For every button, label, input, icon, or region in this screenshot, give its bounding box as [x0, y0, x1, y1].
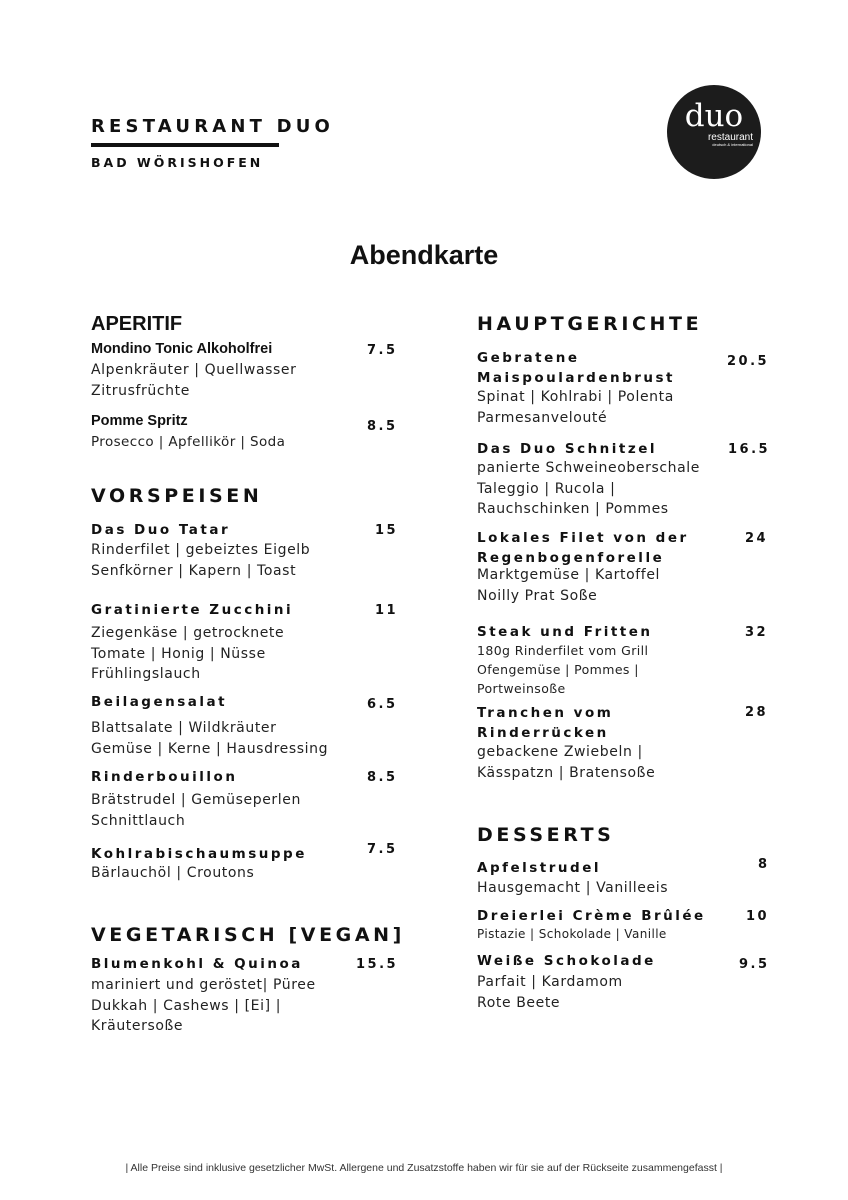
section-title-aperitif: APERITIF — [91, 313, 183, 335]
menu-item-description: Marktgemüse | Kartoffel Noilly Prat Soße — [477, 567, 661, 604]
menu-item-description: gebackene Zwiebeln | Kässpatzn | Bratensoße — [477, 744, 656, 781]
menu-item-description: Rinderfilet | gebeiztes Eigelb Senfkörner | Kapern | Toast — [91, 542, 311, 579]
menu-item-price: 6.5 — [367, 697, 398, 712]
menu-item-description: mariniert und geröstet| Püree Dukkah | Cashews | [Ei] | Kräutersoße — [91, 977, 316, 1034]
menu-item-description: Alpenkräuter | Quellwasser Zitrusfrüchte — [91, 362, 297, 399]
logo-subtitle: restaurant — [707, 132, 753, 143]
logo-tagline: deutsch & international — [712, 142, 753, 147]
menu-item-price: 11 — [375, 603, 399, 618]
section-title-hauptgerichte: HAUPTGERICHTE — [477, 313, 703, 335]
menu-item-price: 10 — [746, 909, 770, 924]
footer-note: | Alle Preise sind inklusive gesetzlicher MwSt. Allergene und Zusatzstoffe haben wir für sie auf der Rückseite zusammengefasst | — [125, 1162, 723, 1174]
menu-item-name: Das Duo Schnitzel — [477, 441, 658, 457]
restaurant-location: BAD WÖRISHOFEN — [91, 155, 264, 170]
menu-item-price: 16.5 — [728, 442, 771, 457]
menu-item-description: Prosecco | Apfellikör | Soda — [91, 434, 286, 450]
menu-item-description: Blattsalate | Wildkräuter Gemüse | Kerne | Hausdressing — [91, 720, 329, 757]
menu-item-name: Tranchen vom Rinderrücken — [477, 705, 614, 741]
menu-item-name: Dreierlei Crème Brûlée — [477, 908, 706, 924]
restaurant-name: RESTAURANT DUO — [91, 116, 335, 137]
menu-item-description: 180g Rinderfilet vom Grill Ofengemüse | Pommes | Portweinsoße — [477, 643, 649, 696]
menu-item-name: Weiße Schokolade — [477, 953, 656, 969]
menu-item-price: 15 — [375, 523, 399, 538]
menu-item-name: Gratinierte Zucchini — [91, 602, 294, 618]
menu-item-description: panierte Schweineoberschale Taleggio | Rucola | Rauchschinken | Pommes — [477, 460, 701, 517]
page-title: Abendkarte — [349, 240, 499, 270]
menu-item-price: 8.5 — [367, 770, 398, 785]
menu-item-description: Parfait | Kardamom Rote Beete — [477, 974, 623, 1011]
menu-item-description: Bärlauchöl | Croutons — [91, 865, 255, 881]
menu-item-name: Pomme Spritz — [91, 413, 188, 429]
menu-item-name: Apfelstrudel — [477, 860, 601, 876]
menu-item-name: Gebratene Maispoulardenbrust — [477, 350, 676, 386]
menu-item-price: 7.5 — [367, 842, 398, 857]
menu-item-price: 28 — [745, 705, 769, 720]
menu-item-price: 24 — [745, 531, 769, 546]
menu-item-price: 20.5 — [727, 354, 770, 369]
menu-item-name: Kohlrabischaumsuppe — [91, 846, 307, 862]
restaurant-logo — [667, 85, 761, 179]
menu-item-name: Steak und Fritten — [477, 624, 653, 640]
menu-item-name: Rinderbouillon — [91, 769, 238, 785]
menu-item-description: Brätstrudel | Gemüseperlen Schnittlauch — [91, 792, 301, 829]
menu-item-description: Spinat | Kohlrabi | Polenta Parmesanvelouté — [477, 389, 674, 426]
section-title-desserts: DESSERTS — [477, 824, 615, 846]
menu-item-price: 32 — [745, 625, 769, 640]
section-title-vegetarisch: VEGETARISCH [VEGAN] — [91, 924, 405, 946]
menu-item-name: Blumenkohl & Quinoa — [91, 956, 303, 972]
menu-item-name: Das Duo Tatar — [91, 522, 231, 538]
menu-item-price: 8.5 — [367, 419, 398, 434]
menu-item-name: Mondino Tonic Alkoholfrei — [91, 341, 273, 357]
menu-item-price: 15.5 — [356, 957, 399, 972]
section-title-vorspeisen: VORSPEISEN — [91, 485, 263, 507]
menu-item-description: Ziegenkäse | getrocknete Tomate | Honig | Nüsse Frühlingslauch — [91, 625, 285, 682]
menu-item-price: 7.5 — [367, 343, 398, 358]
header-divider — [91, 143, 279, 147]
menu-item-price: 8 — [758, 857, 770, 872]
logo-word: duo — [684, 98, 744, 134]
menu-item-name: Lokales Filet von der Regenbogenforelle — [477, 530, 689, 566]
menu-item-description: Hausgemacht | Vanilleeis — [477, 880, 669, 896]
menu-item-name: Beilagensalat — [91, 694, 228, 710]
menu-item-price: 9.5 — [739, 957, 770, 972]
menu-item-description: Pistazie | Schokolade | Vanille — [477, 927, 667, 941]
